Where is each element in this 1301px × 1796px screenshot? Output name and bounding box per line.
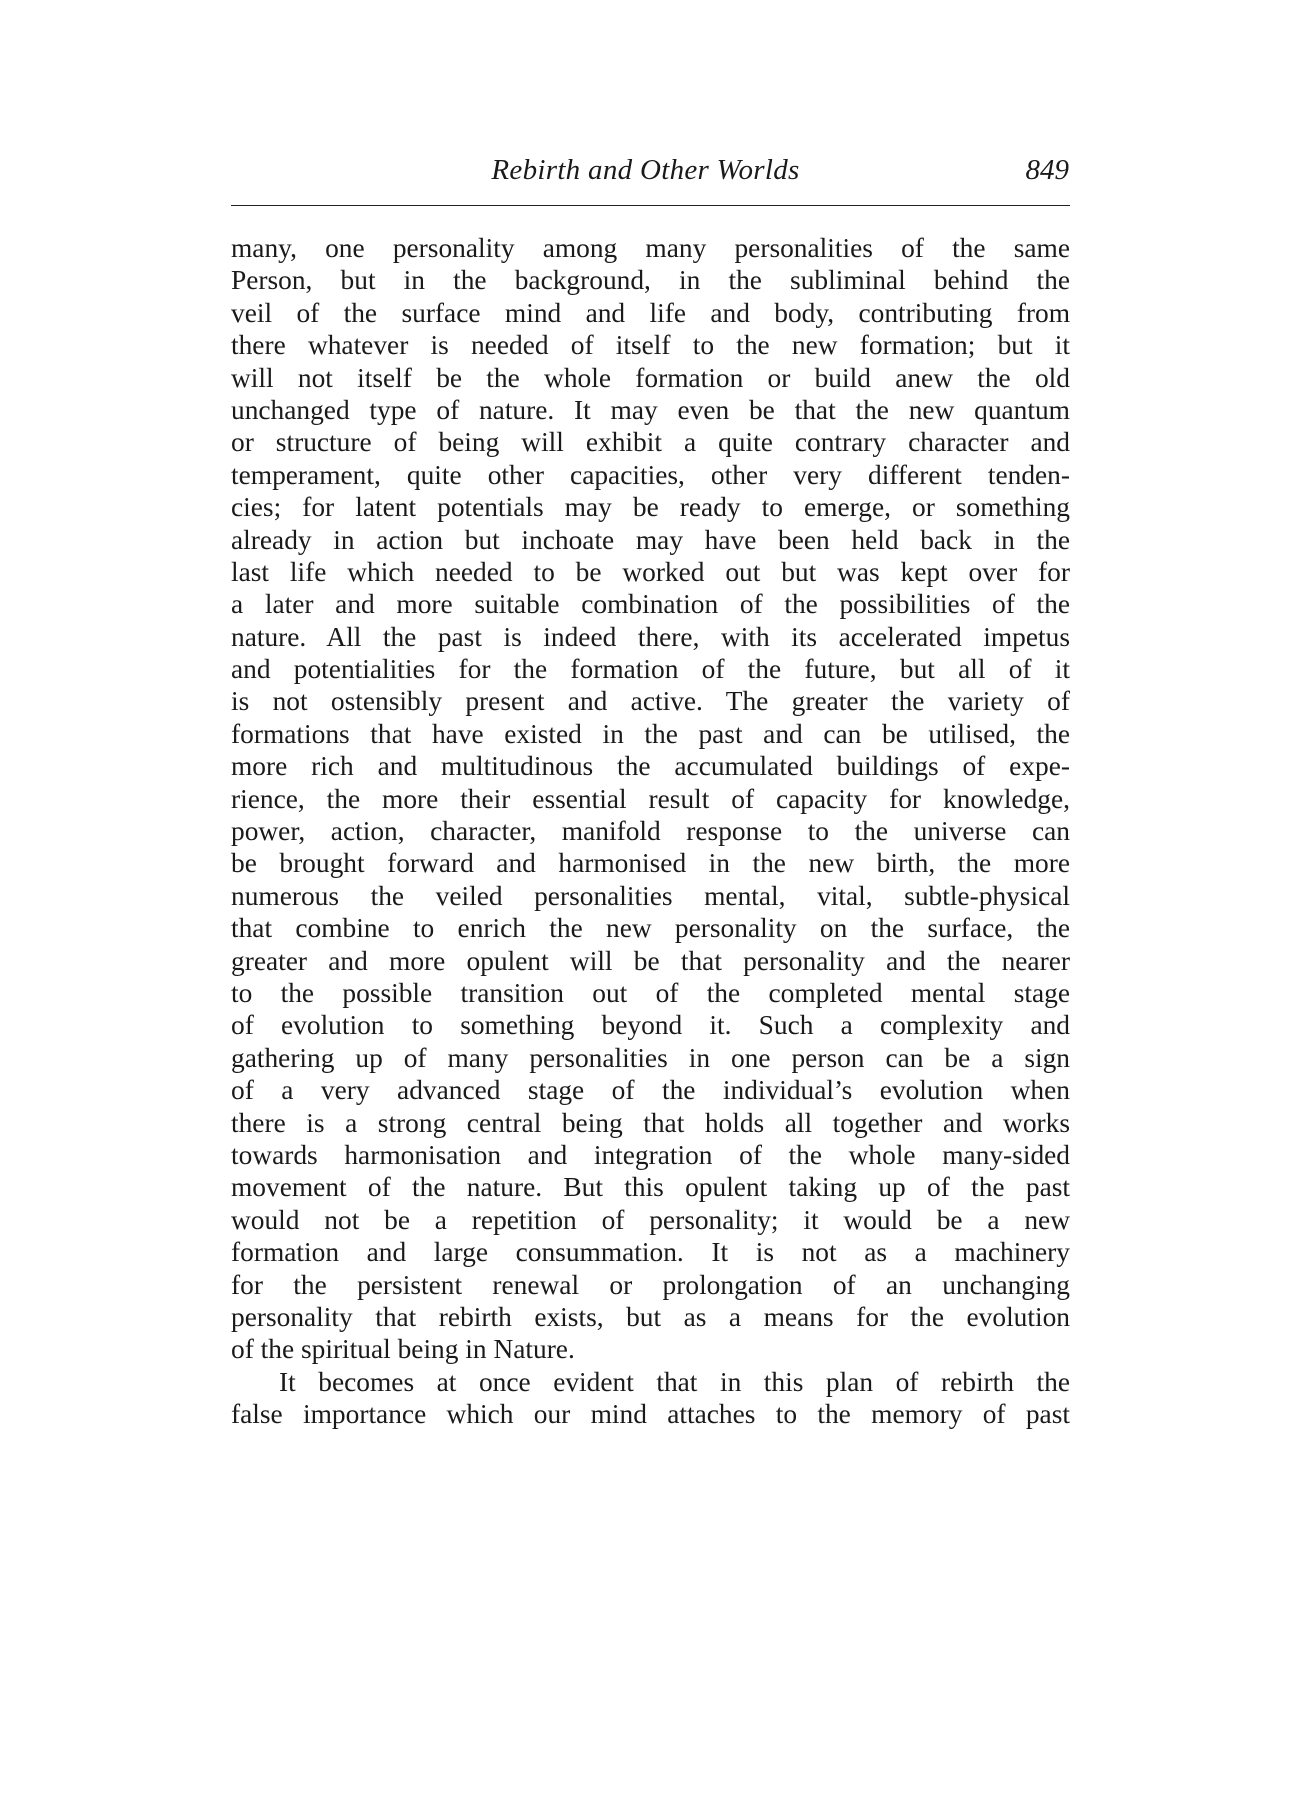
text-line: Person, but in the background, in the subliminal behind the <box>231 265 1070 296</box>
text-line: of a very advanced stage of the individual’s evolution when <box>231 1075 1070 1106</box>
text-line: personality that rebirth exists, but as a means for the evolution <box>231 1301 1070 1332</box>
text-line: power, action, character, manifold response to the universe can <box>231 816 1070 847</box>
text-line: nature. All the past is indeed there, with its accelerated impetus <box>231 621 1070 652</box>
running-title-text: Rebirth and Other Worlds <box>491 154 800 186</box>
text-line: of the spiritual being in Nature. <box>231 1334 575 1365</box>
text-line: veil of the surface mind and life and body, contributing from <box>231 297 1070 328</box>
text-line: or structure of being will exhibit a quite contrary character and <box>231 427 1070 458</box>
text-line: It becomes at once evident that in this plan of rebirth the <box>279 1366 1070 1397</box>
text-line: cies; for latent potentials may be ready to emerge, or something <box>231 492 1070 523</box>
text-line: formation and large consummation. It is not as a machinery <box>231 1237 1070 1268</box>
text-line: temperament, quite other capacities, other very different tenden- <box>231 459 1070 490</box>
running-head <box>231 150 1070 190</box>
text-line: of evolution to something beyond it. Such a complexity and <box>231 1010 1070 1041</box>
text-line: that combine to enrich the new personality on the surface, the <box>231 913 1070 944</box>
text-line: there is a strong central being that holds all together and works <box>231 1107 1070 1138</box>
text-line: false importance which our mind attaches to the memory of past <box>231 1399 1070 1430</box>
text-line: is not ostensibly present and active. The greater the variety of <box>231 686 1070 717</box>
text-line: formations that have existed in the past and can be utilised, the <box>231 718 1070 749</box>
text-line: rience, the more their essential result of capacity for knowledge, <box>231 783 1070 814</box>
text-line: many, one personality among many personalities of the same <box>231 233 1070 263</box>
text-line: already in action but inchoate may have been held back in the <box>231 524 1070 555</box>
page-number: 849 <box>1025 154 1069 186</box>
text-line: and potentialities for the formation of the future, but all of it <box>231 654 1070 685</box>
body-text <box>231 232 1070 1430</box>
text-line: be brought forward and harmonised in the new birth, the more <box>231 848 1070 879</box>
text-line: there whatever is needed of itself to the new formation; but it <box>231 330 1070 361</box>
running-title <box>231 150 1070 190</box>
text-line: numerous the veiled personalities mental, vital, subtle-physical <box>231 880 1070 911</box>
text-line: will not itself be the whole formation or build anew the old <box>231 362 1070 393</box>
text-line: more rich and multitudinous the accumulated buildings of expe- <box>231 751 1070 782</box>
header-rule <box>231 205 1070 206</box>
text-line: unchanged type of nature. It may even be that the new quantum <box>231 394 1070 425</box>
text-line: to the possible transition out of the completed mental stage <box>231 977 1070 1008</box>
text-line: a later and more suitable combination of the possibilities of the <box>231 589 1070 620</box>
text-line: towards harmonisation and integration of the whole many-sided <box>231 1139 1070 1170</box>
text-line: movement of the nature. But this opulent taking up of the past <box>231 1172 1070 1203</box>
text-line: for the persistent renewal or prolongation of an unchanging <box>231 1269 1070 1300</box>
text-line: last life which needed to be worked out but was kept over for <box>231 556 1070 587</box>
text-line: gathering up of many personalities in one person can be a sign <box>231 1042 1070 1073</box>
text-line: greater and more opulent will be that personality and the nearer <box>231 945 1070 976</box>
text-line: would not be a repetition of personality; it would be a new <box>231 1204 1070 1235</box>
